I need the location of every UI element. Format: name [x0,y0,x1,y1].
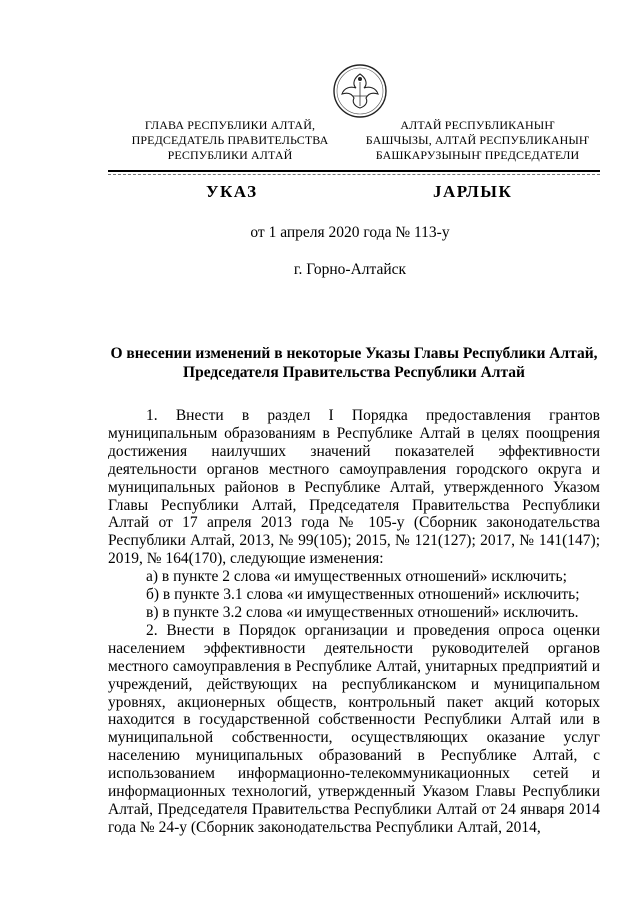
header-right-line: БАШКАРУЗЫНЫҤ ПРЕДСЕДАТЕЛИ [375,148,580,162]
paragraph-1: 1. Внести в раздел I Порядка предоставления грантов муниципальным образованиям в Республике Алтай в целях поощрения достижения наилучших значений показателей эффективности деятельности органов местного самоуправления городского округа и муниципальных районов в Республике Алтай, утвержденного Указом Главы Республики Алтай, Председателя Правительства Республики Алтай от 17 апреля 2013 года № 105-у (Сборник законодательства Республики Алтай, 2013, № 99(105); 2015, № 121(127); 2017, № 141(147); 2019, № 164(170), следующие изменения: [108,407,600,568]
decree-date-number: от 1 апреля 2020 года № 113-у [250,224,450,241]
coat-of-arms-emblem [330,62,390,120]
header-left-authority [110,118,350,163]
header-right-line: БАШЧЫЗЫ, АЛТАЙ РЕСПУБЛИКАНЫҤ [365,133,590,147]
subject-line: О внесении изменений в некоторые Указы Главы Республики Алтай, [110,345,598,362]
header-divider-solid [108,170,600,172]
title-ukaz: УКАЗ [206,182,258,201]
paragraph-2: 2. Внести в Порядок организации и проведения опроса оценки населением эффективности деятельности руководителей органов местного самоуправления в Республике Алтай, унитарных предприятий и учреждений, действующих на республиканском и муниципальном уровнях, акционерных обществ, контрольный пакет акций которых находится в государственной собственности Республики Алтай или в муниципальной собственности, осуществляющих оказание услуг населению муниципальных образований в Республике Алтай, с использованием информационно-телекоммуникационных сетей и информационных технологий, утвержденный Указом Главы Республики Алтай, Председателя Правительства Республики Алтай от 24 января 2014 года № 24-у (Сборник законодательства Республики Алтай, 2014, [108,621,600,836]
decree-body [108,407,600,837]
header-left-line: РЕСПУБЛИКИ АЛТАЙ [167,148,293,162]
paragraph-1a: а) в пункте 2 слова «и имущественных отношений» исключить; [146,568,567,586]
paragraph-1b: б) в пункте 3.1 слова «и имущественных отношений» исключить; [146,586,580,604]
header-divider-dashed [108,174,600,175]
subject-line: Председателя Правительства Республики Алтай [183,364,525,381]
decree-city: г. Горно-Алтайск [293,261,407,278]
header-left-line: ГЛАВА РЕСПУБЛИКИ АЛТАЙ, [144,118,316,132]
title-jarlyk: JАРЛЫК [433,182,513,201]
header-right-authority [355,118,600,163]
decree-subject [108,344,600,382]
header-right-line: АЛТАЙ РЕСПУБЛИКАНЫҤ [400,118,555,132]
paragraph-1c: в) в пункте 3.2 слова «и имущественных отношений» исключить. [146,603,579,621]
header-left-line: ПРЕДСЕДАТЕЛЬ ПРАВИТЕЛЬСТВА [131,133,329,147]
